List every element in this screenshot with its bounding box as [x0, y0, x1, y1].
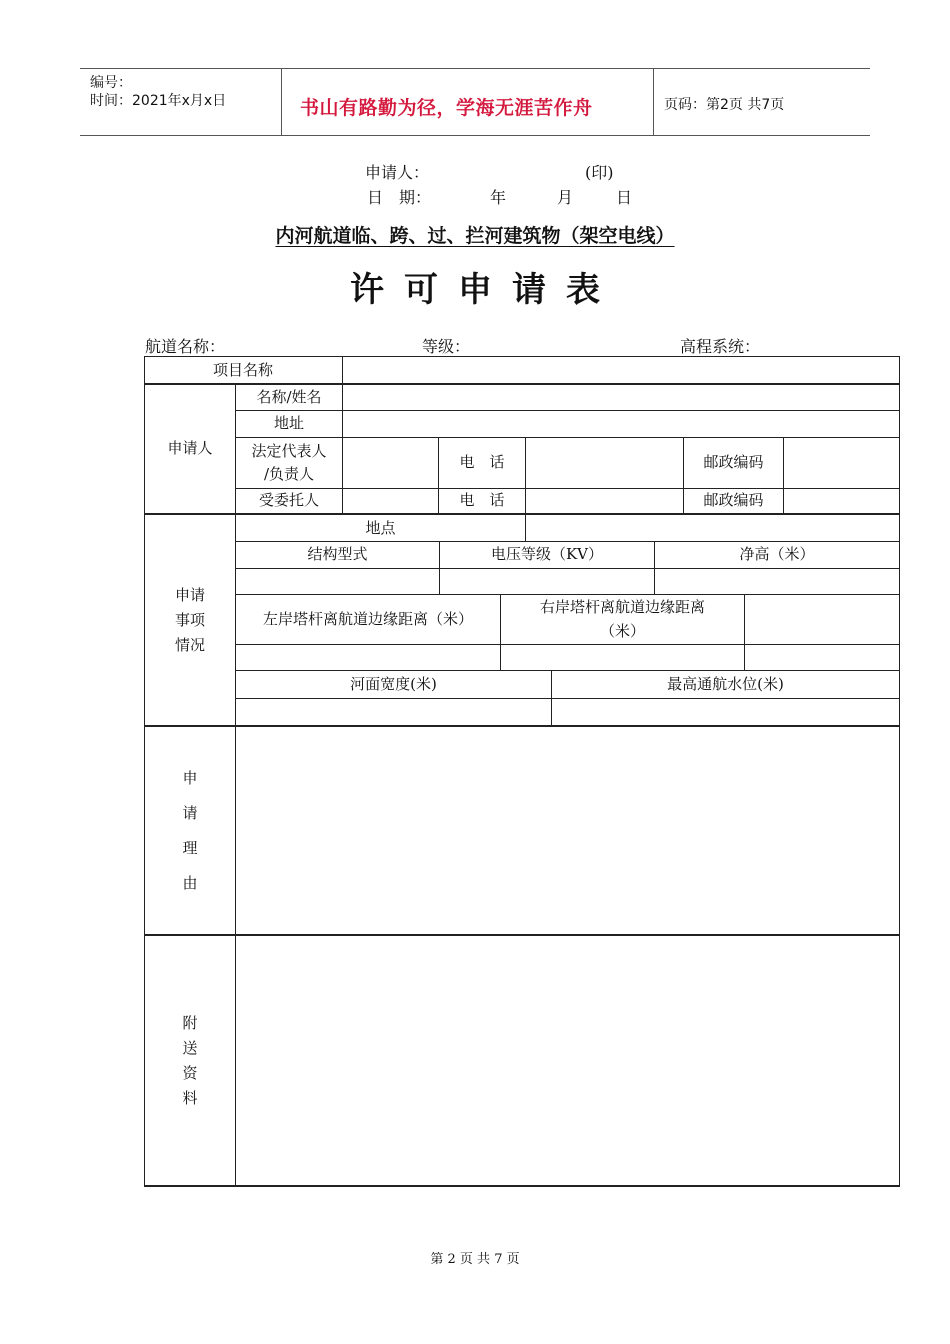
voltage-level-label: 电压等级（KV）: [490, 545, 604, 564]
right-tower-extra-value[interactable]: [745, 595, 899, 644]
left-tower-value[interactable]: [236, 645, 500, 670]
attachments-section-label: [145, 936, 235, 1185]
legal-rep-phone-value[interactable]: [526, 438, 683, 488]
entrusted-postcode-label: 邮政编码: [703, 491, 764, 510]
right-tower-line2: （米）: [599, 621, 645, 640]
location-value[interactable]: [526, 516, 899, 541]
situation-line-3: 情况: [174, 635, 205, 654]
document-title: 许可申请表: [350, 270, 620, 310]
entrusted-postcode-value[interactable]: [784, 489, 899, 513]
location-label: 地点: [365, 518, 396, 537]
form-border-bottom: [144, 1185, 900, 1187]
reason-char-3: 理: [182, 838, 198, 857]
situation-line-1: 申请: [174, 585, 205, 604]
river-width-value[interactable]: [236, 699, 551, 725]
max-nav-level-label: 最高通航水位(米): [667, 674, 784, 693]
entrusted-label: 受委托人: [258, 491, 319, 510]
entrusted-value[interactable]: [343, 489, 438, 513]
legal-rep-phone-label: 电 话: [459, 453, 505, 472]
applicant-label: 申请人：: [365, 163, 430, 182]
name-label: 名称/姓名: [256, 387, 322, 406]
date-year: 年: [490, 188, 507, 207]
date-label: 日 期：: [367, 188, 432, 207]
max-nav-level-value[interactable]: [552, 699, 899, 725]
project-name-value[interactable]: [343, 357, 899, 384]
attachments-char-2: 送: [182, 1038, 198, 1057]
river-width-label: 河面宽度(米): [350, 674, 437, 693]
legal-rep-line2: /负责人: [263, 465, 315, 483]
header-divider-1: [281, 68, 282, 135]
clear-height-value[interactable]: [655, 569, 899, 594]
header-bottom-rule: [80, 135, 870, 136]
legal-rep-label: [236, 438, 342, 488]
legal-rep-value[interactable]: [343, 438, 438, 488]
seal-label: (印): [585, 163, 614, 182]
attachments-char-4: 料: [182, 1088, 198, 1107]
time-label: 时间：2021年x月x日: [90, 93, 227, 109]
structure-type-value[interactable]: [236, 569, 439, 594]
applicant-section-label: 申请人: [167, 439, 213, 458]
entrusted-phone-label: 电 话: [459, 491, 505, 510]
right-tower-line1: 右岸塔杆离航道边缘距离: [539, 598, 705, 617]
legal-rep-line1: 法定代表人: [251, 441, 327, 460]
document-subtitle: 内河航道临、跨、过、拦河建筑物（架空电线）: [275, 225, 675, 247]
reason-char-2: 请: [182, 803, 198, 822]
header-motto: 书山有路勤为径，学海无涯苦作舟: [300, 97, 593, 119]
situation-line-2: 事项: [174, 610, 205, 629]
address-label: 地址: [273, 414, 304, 433]
reason-section-label: [145, 727, 235, 934]
project-name-label: 项目名称: [212, 360, 273, 379]
right-tower-value[interactable]: [501, 645, 744, 670]
header-divider-2: [653, 68, 654, 135]
structure-type-label: 结构型式: [307, 545, 368, 564]
page-footer: 第 2 页 共 7 页: [430, 1252, 520, 1267]
clear-height-label: 净高（米）: [739, 545, 815, 564]
date-month: 月: [557, 188, 574, 207]
attachments-char-3: 资: [182, 1063, 198, 1082]
right-tower-label: [501, 595, 744, 644]
channel-name-label: 航道名称：: [145, 337, 226, 356]
attachments-value[interactable]: [236, 936, 899, 1185]
serial-label: 编号：: [90, 75, 132, 91]
reason-char-4: 由: [182, 873, 198, 892]
situation-section-label: [145, 515, 235, 725]
header-top-rule: [80, 68, 870, 69]
date-day: 日: [616, 188, 633, 207]
reason-value[interactable]: [236, 727, 899, 934]
name-value[interactable]: [343, 385, 899, 410]
legal-rep-postcode-value[interactable]: [784, 438, 899, 488]
reason-char-1: 申: [182, 768, 198, 787]
legal-rep-postcode-label: 邮政编码: [703, 453, 764, 472]
attachments-char-1: 附: [182, 1013, 198, 1032]
entrusted-phone-value[interactable]: [526, 489, 683, 513]
address-value[interactable]: [343, 411, 899, 437]
left-tower-label: 左岸塔杆离航道边缘距离（米）: [262, 609, 473, 628]
voltage-level-value[interactable]: [440, 569, 654, 594]
page-info: 页码：第2页 共7页: [664, 97, 785, 113]
grade-label: 等级：: [422, 337, 471, 356]
form-border-right: [899, 356, 900, 1186]
rule: [144, 513, 900, 515]
elevation-system-label: 高程系统：: [680, 337, 761, 356]
